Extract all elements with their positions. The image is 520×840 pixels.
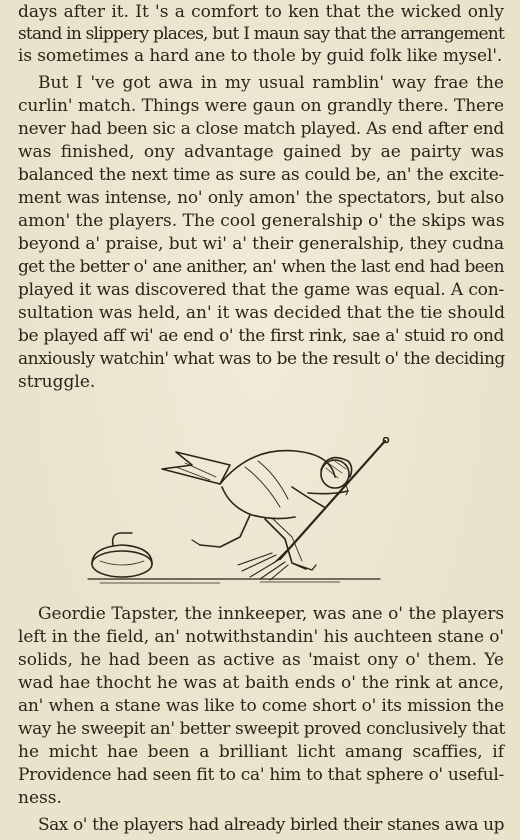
text-line: sultation was held, an' it was decided that the tie should: [18, 303, 505, 323]
text-line: balanced the next time as sure as could be, an' the excite-: [18, 165, 504, 185]
text-line: he micht hae been a brilliant licht amang scaffies, if: [18, 742, 504, 762]
text-line: solids, he had been as active as 'maist ony o' them. Ye: [18, 650, 504, 670]
text-line: was finished, ony advantage gained by ae pairty was: [18, 142, 504, 162]
text-line: is sometimes a hard ane to thole by guid folk like mysel'.: [18, 46, 503, 66]
text-line: beyond a' praise, but wi' a' their generalship, they cudna: [18, 234, 504, 254]
text-line: Sax o' the players had already birled their stanes awa up: [38, 815, 504, 835]
curler-sweeping-illustration: [80, 437, 430, 587]
text-line: get the better o' ane anither, an' when the last end had been: [18, 257, 504, 277]
text-line: played it was discovered that the game was equal. A con-: [18, 280, 504, 300]
text-line: But I 've got awa in my usual ramblin' way frae the: [38, 73, 504, 93]
text-line: wad hae thocht he was at baith ends o' the rink at ance,: [18, 673, 504, 693]
text-line: left in the field, an' notwithstandin' his auchteen stane o': [18, 627, 504, 647]
text-line: stand in slippery places, but I maun say that the arrangement: [18, 24, 504, 44]
text-line: way he sweepit an' better sweepit proved conclusively that: [18, 719, 505, 739]
text-line: ness.: [18, 788, 62, 808]
text-line: ment was intense, no' only amon' the spectators, but also: [18, 188, 504, 208]
text-line: days after it. It 's a comfort to ken that the wicked only: [18, 2, 504, 22]
text-line: be played aff wi' ae end o' the first rink, sae a' stuid ro ond: [18, 326, 504, 346]
text-line: amon' the players. The cool generalship o' the skips was: [18, 211, 505, 231]
text-line: an' when a stane was like to come short o' its mission the: [18, 696, 504, 716]
text-line: struggle.: [18, 372, 96, 392]
text-line: anxiously watchin' what was to be the result o' the deciding: [18, 349, 505, 369]
text-line: curlin' match. Things were gaun on grandly there. There: [18, 96, 504, 116]
text-line: Providence had seen fit to ca' him to that sphere o' useful-: [18, 765, 504, 785]
text-line: Geordie Tapster, the innkeeper, was ane o' the players: [38, 604, 504, 624]
text-line: never had been sic a close match played. As end after end: [18, 119, 504, 139]
